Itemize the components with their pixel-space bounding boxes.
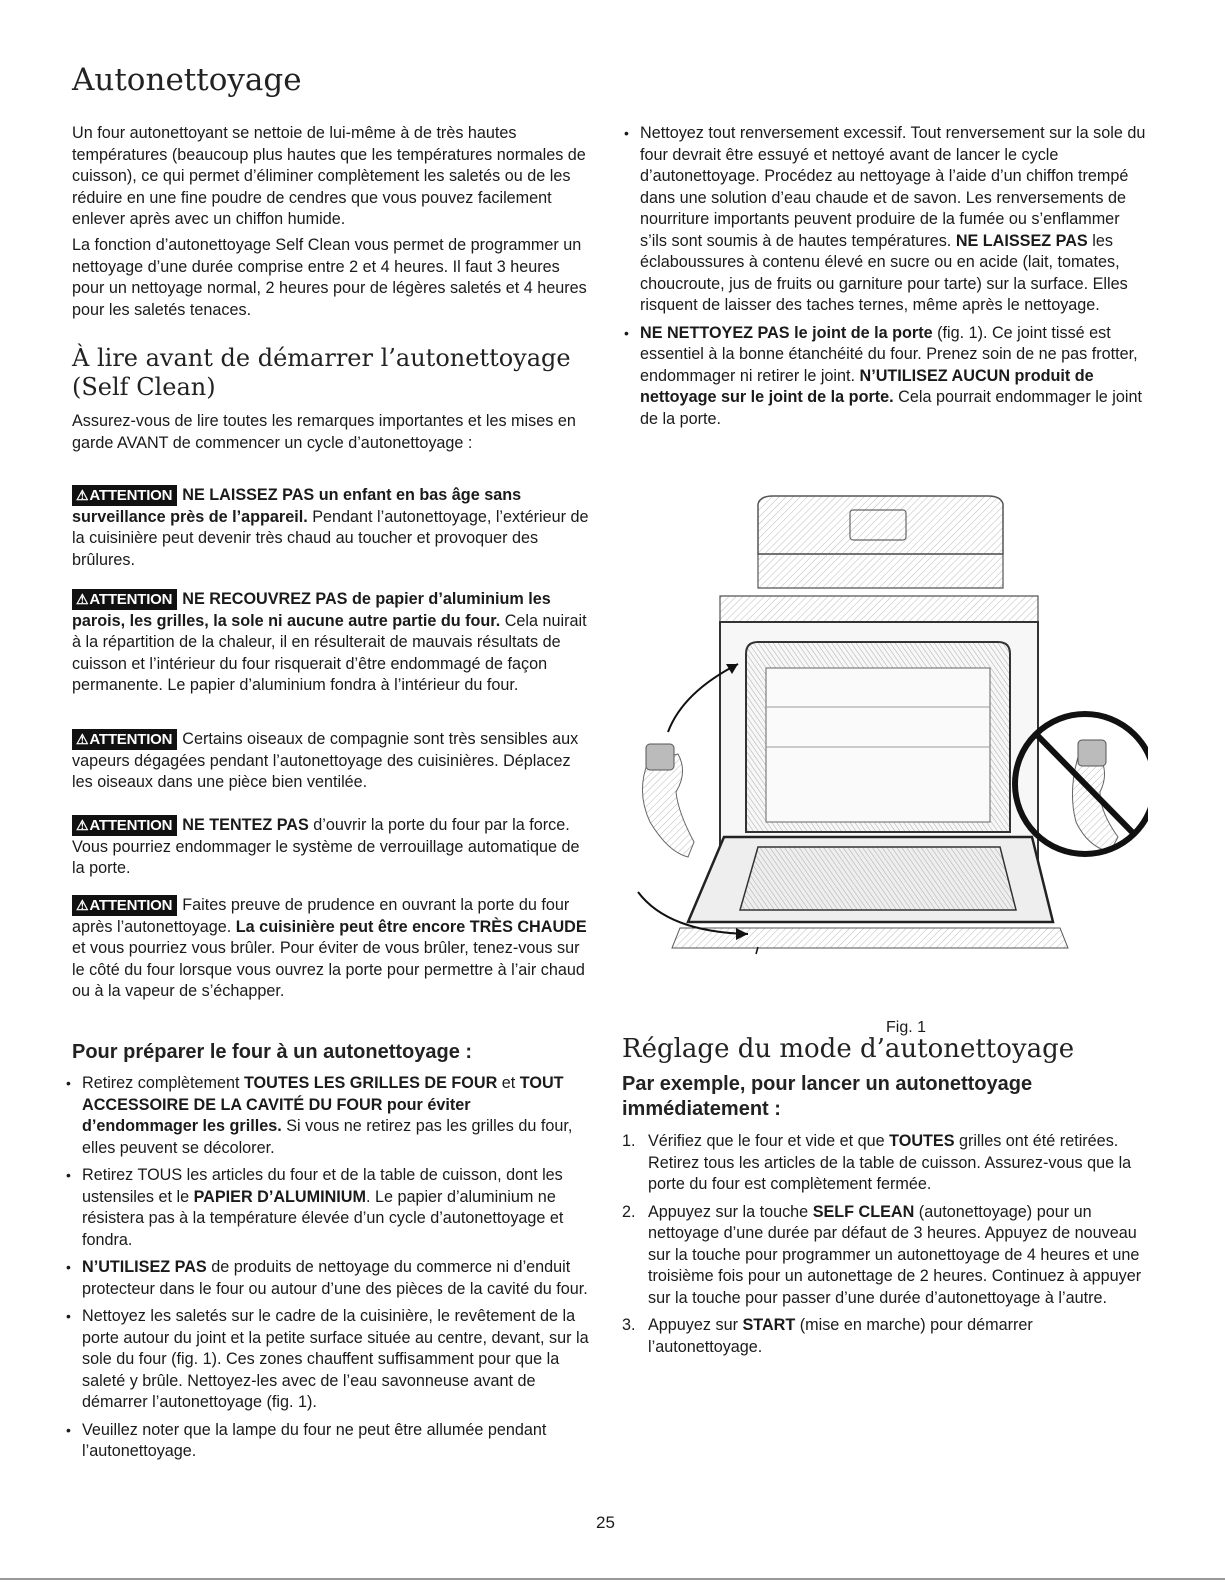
warning-5-text: et vous pourriez vous brûler. Pour éviter de vous brûler, tenez-vous sur le côté du four lorsque vous ouvrez la porte pour permettre à l’air chaud ou à la vapeur de s’échapper. — [72, 939, 585, 1000]
settings-steps — [622, 1131, 1146, 1364]
list-item — [64, 1257, 590, 1300]
prepare-list — [64, 1073, 590, 1469]
bottom-rule — [0, 1578, 1225, 1580]
list-item-text: Retirez complètement — [82, 1074, 244, 1092]
step-text: grilles ont été retirées. Retirez tous les articles de la table de cuisson. Assurez-vous que la porte du four est complètement fermée. — [648, 1132, 1132, 1193]
warning-3 — [72, 729, 590, 794]
list-item-text: (fig. 1). Ce joint tissé est essentiel à la bonne étanchéité du four. Prenez soin de ne pas frotter, endommager ni retirer le joint. — [640, 323, 1138, 385]
warning-triangle-icon: ⚠ — [76, 817, 89, 833]
step-item — [622, 1131, 1146, 1196]
list-item-text: Nettoyez les saletés sur le cadre de la cuisinière, le revêtement de la porte autour du joint et la petite surface située au centre, devant, sur la sole du four (fig. 1). Ces zones chauffent suffisamment pour que la saleté y brûle. Nettoyez-les avec de l’eau savonneuse avant de démarrer l’autonettoyage (fig. 1). — [82, 1307, 589, 1411]
hand-with-sponge-icon — [642, 744, 694, 857]
step-number: 2. — [622, 1202, 636, 1221]
list-item-bold: PAPIER D’ALUMINIUM — [193, 1187, 366, 1206]
list-item-text: Retirez TOUS les articles du four et de la table de cuisson, dont les ustensiles et le — [82, 1166, 563, 1206]
list-item-bold: NE LAISSEZ PAS — [955, 231, 1088, 250]
warning-1 — [72, 485, 590, 571]
step-text: (mise en marche) pour démarrer l’autonettoyage. — [648, 1316, 1033, 1356]
list-item-text: et — [497, 1074, 520, 1092]
oven-door-open — [672, 837, 1068, 948]
attention-label: ATTENTION — [89, 591, 173, 608]
list-item-bold: N’UTILISEZ AUCUN produit de nettoyage sur le joint de la porte. — [640, 366, 1094, 406]
warning-5-pre: Faites preuve de prudence en ouvrant la porte du four après l’autonettoyage. — [72, 896, 570, 936]
list-item-bold: NE NETTOYEZ PAS le joint de la porte — [640, 323, 933, 342]
prepare-section-heading: Pour préparer le four à un autonettoyage : — [72, 1041, 473, 1063]
attention-label: ATTENTION — [89, 897, 173, 914]
warning-5 — [72, 895, 590, 1003]
list-item-text: les éclaboussures à contenu élevé en sucre ou en acide (lait, tomates, choucroute, jus de fruits ou garniture pour tarte) sur la surface. Elles risquent de laisser des taches ternes, même après le nettoyage. — [640, 231, 1128, 314]
list-item — [64, 1165, 590, 1251]
page-number: 25 — [596, 1513, 615, 1532]
cooktop — [758, 496, 1003, 554]
warning-4 — [72, 815, 590, 880]
list-item — [64, 1420, 590, 1463]
right-bullets — [622, 123, 1146, 436]
list-item-bold: TOUTES LES GRILLES DE FOUR — [243, 1074, 498, 1092]
settings-section-subheading: Par exemple, pour lancer un autonettoyage immédiatement : — [622, 1073, 1033, 1120]
attention-label: ATTENTION — [89, 817, 173, 834]
warning-4-text: d’ouvrir la porte du four par la force. Vous pourriez endommager le système de verrouillage automatique de la porte. — [72, 816, 580, 877]
figure-caption: Fig. 1 — [886, 1019, 927, 1036]
list-item — [622, 323, 1146, 431]
list-item-text: Si vous ne retirez pas les grilles du four, elles peuvent se décolorer. — [82, 1117, 573, 1157]
attention-badge — [72, 729, 177, 750]
list-item — [64, 1306, 590, 1414]
list-item-text: Cela pourrait endommager le joint de la porte. — [640, 388, 1142, 428]
attention-label: ATTENTION — [89, 731, 173, 748]
page-title: Autonettoyage — [72, 62, 302, 98]
list-item — [622, 123, 1146, 317]
step-text: Vérifiez que le four et vide et que — [648, 1132, 890, 1150]
attention-badge — [72, 485, 177, 506]
list-item-text: Nettoyez tout renversement excessif. Tout renversement sur la sole du four devrait être essuyé et nettoyé avant de lancer le cycle d’autonettoyage. Procédez au nettoyage à l’aide d’un chiffon trempé dans une solution d’eau chaude et de savon. Les renversements de nourriture importants peuvent produire de la fumée ou s’enflammer s’ils sont soumis à de hautes températures. — [640, 124, 1146, 250]
list-item-bold: TOUT ACCESSOIRE DE LA CAVITÉ DU FOUR pour éviter d’endommager les grilles. — [82, 1074, 564, 1135]
step-text: Appuyez sur — [648, 1316, 743, 1334]
attention-badge — [72, 589, 177, 610]
step-text: (autonettoyage) pour un nettoyage d’une durée par défaut de 3 heures. Appuyez de nouveau sur la touche pour programmer un autonettoyage de 4 heures et une troisième fois pour un autonettage de 2 heures. Continuez à appuyer sur la touche pour passer d’une durée d’autonettoyage à l’autre. — [648, 1202, 1142, 1307]
warning-5-bold: La cuisinière peut être encore TRÈS CHAUDE — [235, 917, 587, 936]
step-number: 3. — [622, 1316, 636, 1334]
warning-2-text: Cela nuirait à la répartition de la chaleur, il en résulterait de mauvais résultats de cuisson et l’intérieur du four risquerait d’être endommagé de façon permanente. Le papier d’aluminium fondra à l’intérieur du four. — [72, 611, 587, 694]
warning-2-bold: NE RECOUVREZ PAS de papier d’aluminium les parois, les grilles, la sole ni aucune autre partie du four. — [72, 590, 551, 630]
warning-2 — [72, 589, 590, 697]
attention-badge — [72, 895, 177, 916]
step-text: Appuyez sur la touche — [648, 1202, 813, 1221]
list-item-text: . Le papier d’aluminium ne résistera pas à la température élevée d’un cycle d’autonettoyage et fondra. — [82, 1187, 564, 1249]
intro-paragraph-2: La fonction d’autonettoyage Self Clean vous permet de programmer un nettoyage d’une durée comprise entre 2 et 4 heures. Il faut 3 heures pour un nettoyage normal, 2 heures pour de légères saletés et 4 heures pour les saletés tenaces. — [72, 236, 587, 319]
warning-triangle-icon: ⚠ — [76, 731, 89, 747]
warning-4-bold: NE TENTEZ PAS — [182, 816, 309, 834]
list-item — [64, 1073, 590, 1159]
list-item-text: de produits de nettoyage du commerce ni d’enduit protecteur dans le four ou autour d’une des pièces de la cavité du four. — [82, 1258, 588, 1298]
step-item — [622, 1315, 1146, 1358]
settings-section-heading: Réglage du mode d’autonettoyage — [622, 1034, 1075, 1064]
step-bold: START — [742, 1316, 796, 1334]
door-window — [740, 847, 1016, 910]
attention-label: ATTENTION — [89, 487, 173, 504]
oven-illustration — [628, 492, 1148, 982]
before-section-heading: À lire avant de démarrer l’autonettoyage (Self Clean) — [72, 344, 571, 401]
warning-triangle-icon: ⚠ — [76, 591, 89, 607]
intro-paragraph-1: Un four autonettoyant se nettoie de lui-même à de très hautes températures (beaucoup plus hautes que les températures normales de cuisson), ce qui permet d’éliminer complètement les saletés ou de les réduire en une fine poudre de cendres que vous pouvez facilement enlever après avec un chiffon humide. — [72, 124, 586, 228]
step-number: 1. — [622, 1132, 636, 1150]
list-item-text: Veuillez noter que la lampe du four ne peut être allumée pendant l’autonettoyage. — [82, 1420, 547, 1460]
attention-badge — [72, 815, 177, 836]
warning-triangle-icon: ⚠ — [76, 487, 89, 503]
warning-1-text: Pendant l’autonettoyage, l’extérieur de la cuisinière peut devenir très chaud au toucher et provoquer des brûlures. — [72, 507, 589, 569]
warning-1-bold: NE LAISSEZ PAS un enfant en bas âge sans surveillance près de l’appareil. — [72, 486, 522, 526]
step-item — [622, 1202, 1146, 1310]
warning-3-text: Certains oiseaux de compagnie sont très sensibles aux vapeurs dégagées pendant l’autonettoyage des cuisinières. Déplacez les oiseaux dans une pièce bien ventilée. — [72, 730, 579, 791]
warning-triangle-icon: ⚠ — [76, 897, 89, 913]
step-bold: SELF CLEAN — [812, 1202, 915, 1221]
step-bold: TOUTES — [889, 1132, 955, 1150]
list-item-bold: N’UTILISEZ PAS — [82, 1258, 207, 1276]
before-section-intro: Assurez-vous de lire toutes les remarques importantes et les mises en garde AVANT de commencer un cycle d’autonettoyage : — [72, 412, 576, 452]
